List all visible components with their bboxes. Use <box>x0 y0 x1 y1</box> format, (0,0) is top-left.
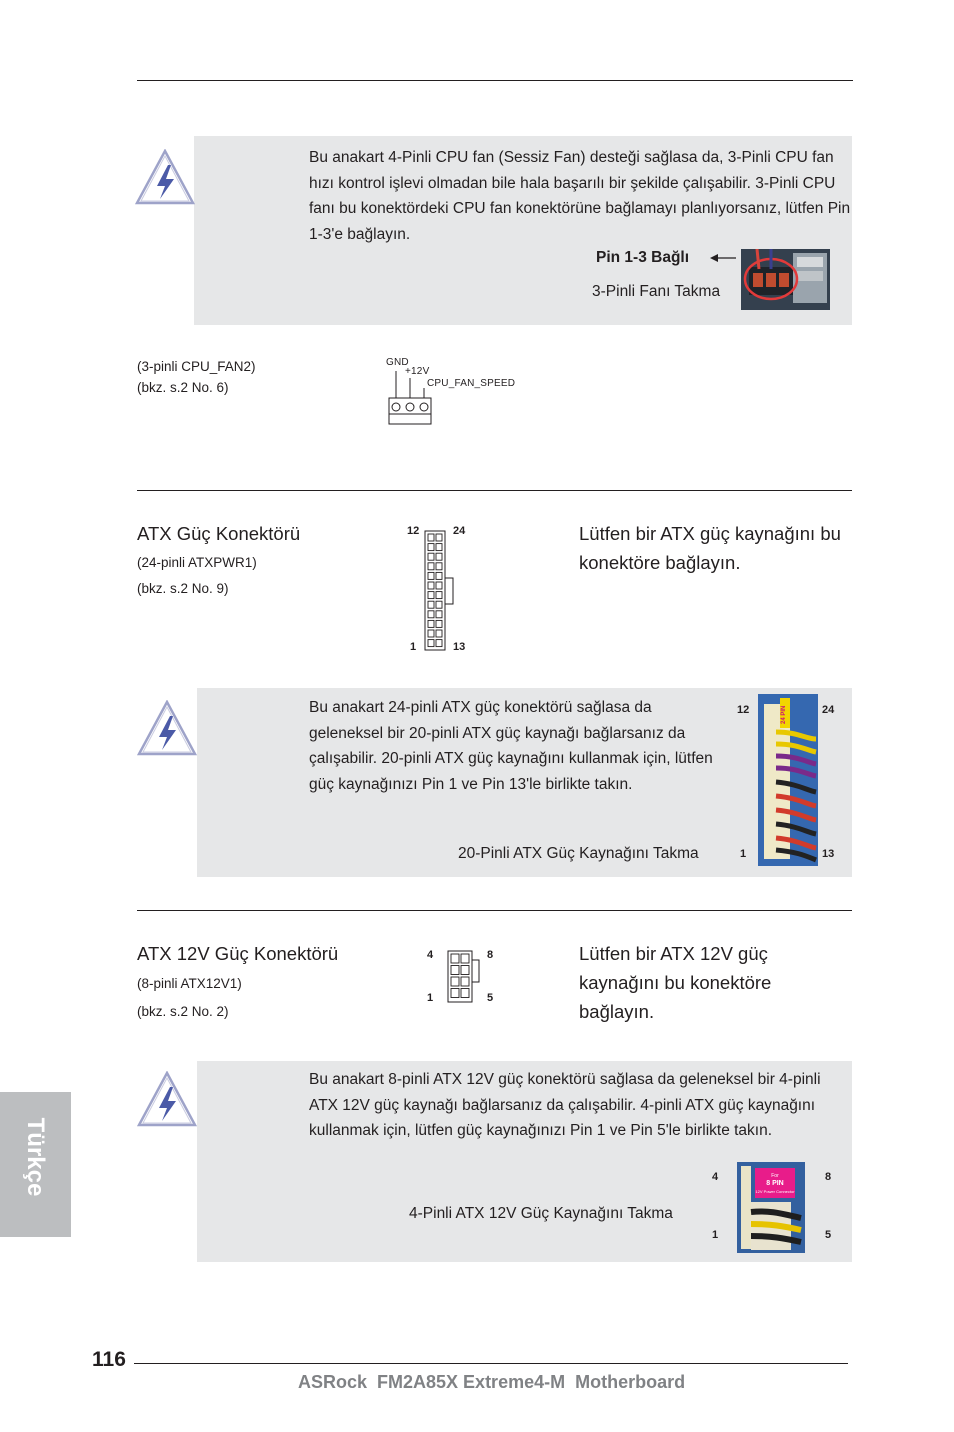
pin-label: 8 <box>825 1171 832 1183</box>
pin-12v-label: +12V <box>405 366 430 377</box>
pin-gnd-label: GND <box>386 357 409 368</box>
pin-1-3-label: Pin 1-3 Bağlı <box>596 249 690 266</box>
photo-label: 12V Power Connector <box>755 1189 795 1194</box>
cpu-fan-note-text: Bu anakart 4-Pinli CPU fan (Sessiz Fan) desteği sağlasa da, 3-Pinli CPU fan hızı kontrol işlevi olmadan bile hala başarılı bir şekilde çalışabilir. 3-Pinli CPU fanı bu konektördeki CPU fan konektörüne bağlamayı planlıyorsanız, lütfen Pin 1-3'e bağlayın. <box>309 149 851 243</box>
photo-label: For <box>771 1173 779 1179</box>
footer-product: ASRock FM2A85X Extreme4-M Motherboard <box>298 1372 686 1392</box>
atx12v-title: ATX 12V Güç Konektörü <box>137 943 339 964</box>
cpu-fan2-ref: (bkz. s.2 No. 6) <box>137 380 229 395</box>
atx24-connector-diagram <box>424 530 456 652</box>
atx24-photo <box>758 694 818 866</box>
atx12v-connector-diagram <box>446 950 482 1004</box>
pin-label: 1 <box>427 992 434 1004</box>
cpu-fan2-label: (3-pinli CPU_FAN2) <box>137 359 256 374</box>
cpu-fan-caption: 3-Pinli Fanı Takma <box>592 283 721 300</box>
warning-icon <box>135 149 195 205</box>
atx-power-desc: Lütfen bir ATX güç kaynağını bu konektöre bağlayın. <box>579 523 841 573</box>
pin-label: 24 <box>822 704 835 716</box>
pin-label: 1 <box>740 848 747 860</box>
pin-label: 12 <box>407 525 420 537</box>
pin-label: 5 <box>487 992 494 1004</box>
atx12v-photo <box>737 1162 805 1253</box>
page-number: 116 <box>92 1348 126 1371</box>
pin-label: 24 <box>453 525 466 537</box>
fan-connector-photo <box>741 249 830 310</box>
pin-speed-label: CPU_FAN_SPEED <box>427 378 516 389</box>
pin-label: 12 <box>737 704 750 716</box>
warning-icon <box>137 1071 197 1127</box>
atx12v-sub: (8-pinli ATX12V1) <box>137 976 242 991</box>
pin-label: 5 <box>825 1229 832 1241</box>
atx12v-note-caption: 4-Pinli ATX 12V Güç Kaynağını Takma <box>409 1205 673 1222</box>
pin-label: 4 <box>427 949 434 961</box>
pin-label: 1 <box>410 641 417 653</box>
atx-note-caption: 20-Pinli ATX Güç Kaynağını Takma <box>458 845 699 862</box>
atx-power-title: ATX Güç Konektörü <box>137 523 301 544</box>
section-divider <box>137 490 852 491</box>
footer-divider <box>134 1363 848 1364</box>
atx12v-note-text: Bu anakart 8-pinli ATX 12V güç konektörü sağlasa da geleneksel bir 4-pinli ATX 12V güç kaynağı bağlarsanız da çalışabilir. 4-pinli ATX güç kaynağını kullanmak için, lütfen güç kaynağınızı Pin 1 ve Pin 5'le birlikte takın. <box>309 1071 821 1139</box>
pin-label: 4 <box>712 1171 719 1183</box>
atx12v-desc: Lütfen bir ATX 12V güç kaynağını bu konektöre bağlayın. <box>579 943 772 1022</box>
arrow-left-icon <box>708 251 738 265</box>
pin-label: 13 <box>453 641 466 653</box>
warning-icon <box>137 700 197 756</box>
top-divider <box>137 80 853 81</box>
atx-power-sub: (24-pinli ATXPWR1) <box>137 555 257 570</box>
pin-label: 8 <box>487 949 494 961</box>
section-divider <box>137 910 852 911</box>
pin-label: 1 <box>712 1229 719 1241</box>
fan-header-diagram <box>386 368 436 428</box>
pin-label: 13 <box>822 848 835 860</box>
atx-note-text: Bu anakart 24-pinli ATX güç konektörü sağlasa da geleneksel bir 20-pinli ATX güç kaynağı bağlarsanız da çalışabilir. 20-pinli ATX güç kaynağını kullanmak için, lütfen güç kaynağınızı Pin 1 ve Pin 13'le birlikte takın. <box>309 699 713 793</box>
language-tab-label: Türkçe <box>22 1117 49 1197</box>
atx12v-ref: (bkz. s.2 No. 2) <box>137 1004 229 1019</box>
photo-label: 8 PIN <box>766 1180 784 1187</box>
atx-power-ref: (bkz. s.2 No. 9) <box>137 581 229 596</box>
photo-label: 24 PIN <box>781 705 787 724</box>
